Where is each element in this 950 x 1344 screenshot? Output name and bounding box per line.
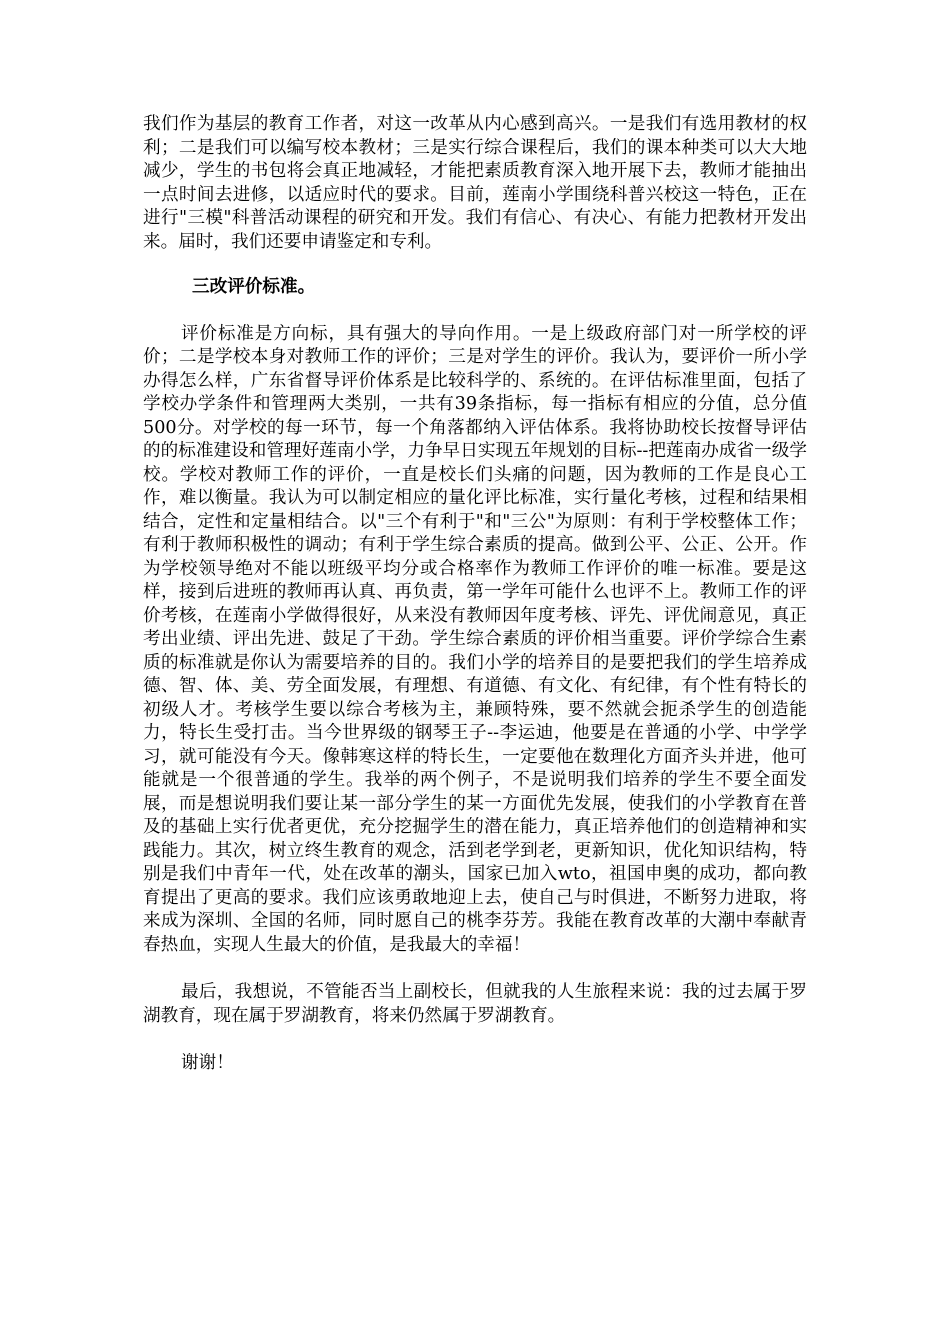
spacer — [143, 957, 807, 981]
spacer — [143, 299, 807, 323]
paragraph-reform-joy: 我们作为基层的教育工作者，对这一改革从内心感到高兴。一是我们有选用教材的权利；二是我们可以编写校本教材；三是实行综合课程后，我们的课本种类可以大大地减少，学生的书包将会真正地减轻，才能把素质教育深入地开展下去，教师才能抽出一点时间去进修，以适应时代的要求。目前，莲南小学围绕科普兴校这一特色，正在进行"三模"科普活动课程的研究和开发。我们有信心、有决心、有能力把教材开发出来。届时，我们还要申请鉴定和专利。 — [143, 114, 807, 252]
spacer — [143, 254, 807, 275]
section-heading: 三改评价标准。 — [192, 276, 316, 297]
paragraph-conclusion: 最后，我想说，不管能否当上副校长，但就我的人生旅程来说：我的过去属于罗湖教育，现在属于罗湖教育，将来仍然属于罗湖教育。 — [143, 982, 807, 1026]
closing-thanks: 谢谢！ — [181, 1053, 234, 1073]
spacer — [143, 1028, 807, 1052]
document-page — [143, 113, 807, 1076]
paragraph-evaluation-standards: 评价标准是方向标，具有强大的导向作用。一是上级政府部门对一所学校的评价；二是学校本身对教师工作的评价；三是对学生的评价。我认为，要评价一所小学办得怎么样，广东省督导评价体系是比较科学的、系统的。在评估标准里面，包括了学校办学条件和管理两大类别，一共有39条指标，每一指标有相应的分值，总分值500分。对学校的每一环节，每一个角落都纳入评估体系。我将协助校长按督导评估的的标准建设和管理好莲南小学，力争早日实现五年规划的目标--把莲南办成省一级学校。学校对教师工作的评价，一直是校长们头痛的问题，因为教师的工作是良心工作，难以衡量。我认为可以制定相应的量化评比标准，实行量化考核，过程和结果相结合，定性和定量相结合。以"三个有利于"和"三公"为原则：有利于学校整体工作；有利于教师积极性的调动；有利于学生综合素质的提高。做到公平、公正、公开。作为学校领导绝对不能以班级平均分或合格率作为教师工作评价的唯一标准。要是这样，接到后进班的教师再认真、再负责，第一学年可能什么也评不上。教师工作的评价考核，在莲南小学做得很好，从来没有教师因年度考核、评先、评优闹意见，真正考出业绩、评出先进、鼓足了干劲。学生综合素质的评价相当重要。评价学综合生素质的标准就是你认为需要培养的目的。我们小学的培养目的是要把我们的学生培养成德、智、体、美、劳全面发展，有理想、有道德、有文化、有纪律，有个性有特长的初级人才。考核学生要以综合考核为主，兼顾特殊，要不然就会扼杀学生的创造能力，特长生受打击。当今世界级的钢琴王子--李运迪，他要是在普通的小学、中学学习，就可能没有今天。像韩寒这样的特长生，一定要他在数理化方面齐头并进，他可能就是一个很普通的学生。我举的两个例子，不是说明我们培养的学生不要全面发展，而是想说明我们要让某一部分学生的某一方面优先发展，使我们的小学教育在普及的基础上实行优者更优，充分挖掘学生的潜在能力，真正培养他们的创造精神和实践能力。其次，树立终生教育的观念，活到老学到老，更新知识，优化知识结构，特别是我们中青年一代，处在改革的潮头，国家已加入wto，祖国申奥的成功，都向教育提出了更高的要求。我们应该勇敢地迎上去，使自己与时俱进，不断努力进取，将来成为深圳、全国的名师，同时愿自己的桃李芬芳。我能在教育改革的大潮中奉献青春热血，实现人生最大的价值，是我最大的幸福！ — [143, 323, 807, 955]
